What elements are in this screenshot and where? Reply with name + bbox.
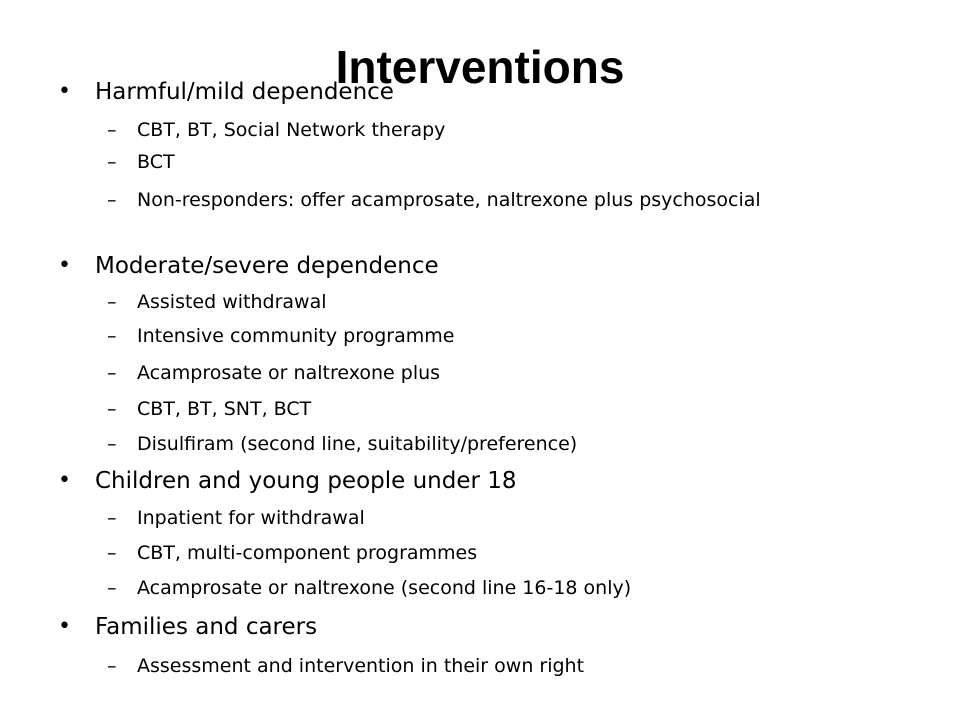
dash-icon: –	[107, 542, 117, 564]
list-item	[107, 118, 446, 142]
list-item-text: Assessment and intervention in their own right	[137, 655, 585, 677]
dash-icon: –	[107, 433, 117, 455]
section-heading-text: Families and carers	[95, 614, 318, 640]
dash-icon: –	[107, 119, 117, 141]
list-item	[107, 324, 455, 348]
list-item-text: Non-responders: offer acamprosate, naltrexone plus psychosocial	[137, 189, 761, 211]
list-item	[107, 188, 787, 212]
list-item	[107, 290, 327, 314]
dash-icon: –	[107, 189, 117, 211]
list-item-text: Acamprosate or naltrexone plus	[137, 362, 441, 384]
dash-icon: –	[107, 507, 117, 529]
list-item	[107, 541, 478, 565]
bullet-icon: •	[58, 614, 71, 639]
dash-icon: –	[107, 655, 117, 677]
dash-icon: –	[107, 577, 117, 599]
list-item-text: BCT	[137, 151, 175, 173]
list-item	[107, 506, 365, 530]
section-heading-text: Children and young people under 18	[95, 468, 517, 494]
list-item-text: CBT, BT, SNT, BCT	[137, 398, 312, 420]
bullet-icon: •	[58, 253, 71, 278]
bullet-icon: •	[58, 468, 71, 493]
list-item-text: Acamprosate or naltrexone (second line 16-18 only)	[137, 577, 632, 599]
section-heading-moderate-severe	[58, 252, 439, 280]
list-item	[107, 361, 441, 385]
slide-title: Interventions	[335, 40, 625, 93]
section-heading-text: Harmful/mild dependence	[95, 79, 394, 105]
list-item-text: Disulfiram (second line, suitability/preference)	[137, 433, 578, 455]
list-item	[107, 654, 585, 678]
list-item-text: CBT, multi-component programmes	[137, 542, 478, 564]
dash-icon: –	[107, 362, 117, 384]
dash-icon: –	[107, 398, 117, 420]
section-heading-children-young-people	[58, 467, 517, 495]
section-heading-families-carers	[58, 613, 318, 641]
list-item	[107, 150, 175, 174]
list-item	[107, 432, 578, 456]
list-item-text: CBT, BT, Social Network therapy	[137, 119, 446, 141]
list-item-text: Assisted withdrawal	[137, 291, 327, 313]
list-item	[107, 576, 632, 600]
section-heading-text: Moderate/severe dependence	[95, 253, 439, 279]
list-item-text: Intensive community programme	[137, 325, 455, 347]
dash-icon: –	[107, 151, 117, 173]
dash-icon: –	[107, 291, 117, 313]
dash-icon: –	[107, 325, 117, 347]
list-item-text: Inpatient for withdrawal	[137, 507, 365, 529]
list-item	[107, 397, 312, 421]
bullet-icon: •	[58, 79, 71, 104]
section-heading-harmful-mild	[58, 78, 394, 106]
